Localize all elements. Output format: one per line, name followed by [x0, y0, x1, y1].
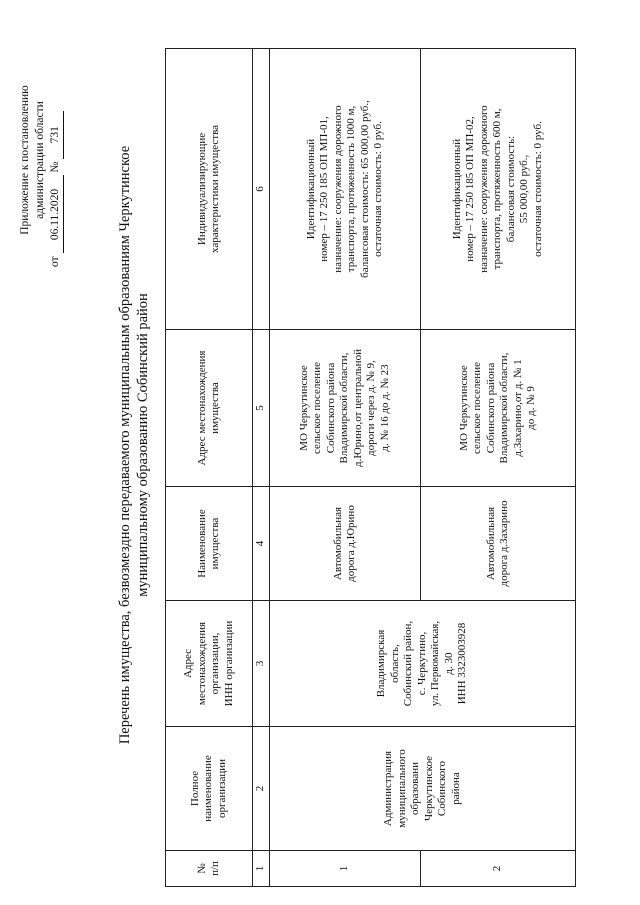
property-table: [165, 48, 576, 887]
appendix-line-2: администрации области: [34, 101, 46, 219]
cell-text-line: Владимирской области,: [498, 352, 510, 464]
characteristics-cell: [421, 49, 576, 330]
cell-text-line: имущества: [209, 382, 221, 434]
row-number: 2: [421, 851, 576, 887]
title-line-1: Перечень имущества, безвозмездно передаваемого муниципальным образованиям Черкутинское: [117, 145, 133, 745]
document-title: [116, 55, 152, 835]
cell-text-line: МО Черкутинское: [297, 365, 310, 451]
cell-text-line: транспорта, протяженность 600 м,: [491, 108, 504, 270]
appendix-number: 731: [48, 111, 64, 159]
header-cell: [166, 601, 253, 727]
property-name-cell: [421, 487, 576, 601]
cell-text-line: дорога д.Захарино: [498, 500, 510, 587]
cell-text-line: Индивидуализирующие: [195, 132, 208, 246]
header-cell: [166, 49, 253, 330]
cell-text-line: номер – 17 250 185 ОП МП-02,: [464, 116, 477, 262]
cell-text-line: местонахождения: [195, 621, 208, 706]
cell-text-line: Автомобильная: [484, 506, 497, 581]
cell-text-line: ИНН организации: [222, 620, 235, 707]
cell-text-line: балансовая стоимость: 65 000,00 руб.,: [358, 100, 371, 278]
cell-text-line: Черкутинское: [422, 756, 435, 821]
table-row: [270, 49, 421, 887]
cell-text-line: 55 000,00 руб.,: [518, 154, 531, 224]
appendix-date-row: [48, 45, 64, 275]
appendix-date: 06.11.2020: [48, 176, 64, 254]
cell-text-line: наименование: [202, 755, 215, 822]
cell-text-line: Владимирской области,: [338, 352, 351, 464]
cell-text-line: назначение: сооружения дорожного: [477, 105, 490, 273]
cell-text-line: №: [195, 863, 208, 874]
cell-text-line: Адрес местонахождения: [195, 350, 208, 466]
characteristics-cell: [270, 49, 421, 330]
cell-text-line: имущества: [209, 517, 221, 570]
organization-name-cell: [270, 727, 576, 851]
header-cell: [166, 851, 253, 887]
cell-text-line: дороги через д. № 9,: [365, 360, 378, 456]
header-cell: [166, 330, 253, 487]
cell-text-line: Администрация: [382, 750, 394, 827]
header-cell: [166, 487, 253, 601]
appendix-line-1: Приложение к постановлению: [19, 85, 31, 235]
cell-text-line: балансовая стоимость:: [504, 135, 517, 243]
appendix-number-label: №: [49, 161, 61, 173]
cell-text-line: д. 30: [442, 652, 455, 675]
column-number: 5: [253, 330, 270, 487]
cell-text-line: Собинского района: [324, 362, 337, 454]
appendix-block: [18, 45, 64, 275]
property-name-cell: [270, 487, 421, 601]
row-number: 1: [270, 851, 421, 887]
cell-text-line: д.Захарино,от д. № 1: [511, 359, 524, 457]
column-number: 1: [253, 851, 270, 887]
cell-text-line: муниципального: [395, 749, 408, 828]
cell-text-line: Автомобильная: [331, 506, 344, 581]
cell-text-line: Собинский район,: [402, 620, 415, 707]
cell-text-line: номер – 17 250 185 ОП МП-01,: [318, 116, 330, 262]
cell-text-line: Собинского района: [484, 362, 497, 454]
appendix-from-label: от: [49, 256, 61, 267]
cell-text-line: п/п: [209, 861, 221, 876]
column-number: 4: [253, 487, 270, 601]
table-column-numbers-row: [253, 49, 270, 887]
cell-text-line: д.Юрино,от центральной: [351, 349, 364, 467]
cell-text-line: ул. Первомайская,: [429, 620, 442, 707]
cell-text-line: транспорта, протяженность 1000 м,: [345, 105, 357, 273]
cell-text-line: с. Черкутино,: [415, 631, 428, 696]
cell-text-line: область,: [388, 644, 401, 683]
header-cell: [166, 727, 253, 851]
cell-text-line: Владимирская: [375, 629, 388, 698]
cell-text-line: организации: [215, 758, 228, 819]
cell-text-line: Полное: [188, 770, 201, 807]
cell-text-line: д. № 16 до д. № 23: [378, 364, 391, 452]
cell-text-line: организации,: [209, 632, 221, 695]
table-header-row: [166, 49, 253, 887]
column-number: 3: [253, 601, 270, 727]
cell-text-line: Идентификационный: [304, 138, 317, 240]
column-number: 6: [253, 49, 270, 330]
cell-text-line: остаточная стоимость: 0 руб.: [372, 121, 384, 257]
cell-text-line: характеристики имущества: [209, 124, 221, 254]
cell-text-line: назначение: сооружения дорожного: [331, 105, 344, 273]
cell-text-line: сельское поселение: [471, 362, 483, 454]
cell-text-line: сельское поселение: [311, 362, 324, 454]
cell-text-line: Собинского: [436, 760, 448, 817]
column-number: 2: [253, 727, 270, 851]
cell-text-line: Наименование: [195, 509, 208, 578]
property-address-cell: [421, 330, 576, 487]
cell-text-line: до д. № 9: [525, 386, 537, 430]
organization-address-cell: [270, 601, 576, 727]
cell-text-line: дорога д.Юрино: [345, 505, 357, 582]
cell-text-line: образовани: [409, 762, 421, 815]
cell-text-line: МО Черкутинское: [457, 365, 470, 451]
cell-text-line: остаточная стоимость: 0 руб.: [531, 121, 544, 257]
cell-text-line: района: [449, 772, 462, 805]
cell-text-line: Адрес: [182, 648, 194, 679]
cell-text-line: ИНН 3323003928: [456, 622, 469, 705]
cell-text-line: Идентификационный: [450, 138, 463, 240]
title-line-2: муниципальному образованию Собинский район: [135, 293, 151, 597]
property-address-cell: [270, 330, 421, 487]
